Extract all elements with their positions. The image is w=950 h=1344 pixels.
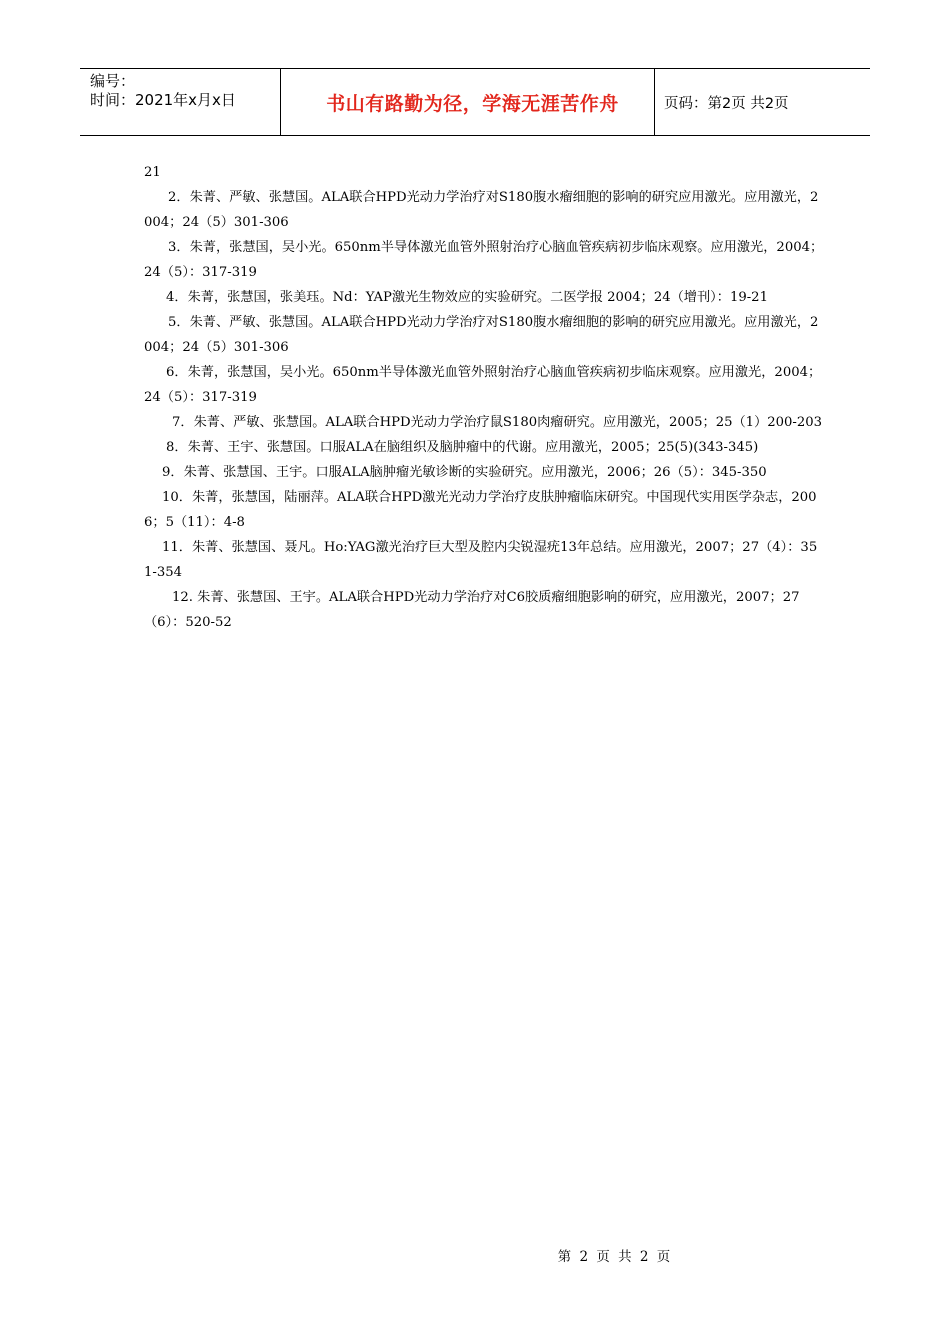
- header-page-info: 页码：第2页 共2页: [664, 95, 789, 112]
- reference-item: 5．朱菁、严敏、张慧国。ALA联合HPD光动力学治疗对S180腹水瘤细胞的影响的研究应用激光。应用激光，2004；24（5）301-306: [144, 315, 819, 355]
- footer-page-number: 第 2 页 共 2 页: [557, 1249, 673, 1265]
- header-motto-cell: [281, 69, 655, 135]
- document-number-label: 编号：: [90, 72, 136, 90]
- reference-item: 6．朱菁，张慧国，吴小光。650nm半导体激光血管外照射治疗心脑血管疾病初步临床观察。应用激光，2004；24（5）：317-319: [144, 365, 822, 405]
- document-time-label: 时间：2021年x月x日: [90, 91, 236, 109]
- reference-item: 12. 朱菁、张慧国、王宇。ALA联合HPD光动力学治疗对C6胶质瘤细胞影响的研究，应用激光，2007；27（6）：520-52: [144, 590, 800, 630]
- header-meta-cell: [80, 69, 281, 135]
- header-motto: 书山有路勤为径，学海无涯苦作舟: [326, 92, 619, 115]
- reference-item: 8．朱菁、王宇、张慧国。口服ALA在脑组织及脑肿瘤中的代谢。应用激光，2005；25(5)(343-345): [166, 440, 759, 455]
- reference-item: 7．朱菁、严敏、张慧国。ALA联合HPD光动力学治疗鼠S180肉瘤研究。应用激光，2005；25（1）200-203: [172, 415, 823, 430]
- page-footer: [0, 1245, 950, 1265]
- reference-item: 11．朱菁、张慧国、聂凡。Ho:YAG激光治疗巨大型及腔内尖锐湿疣13年总结。应用激光，2007；27（4）：351-354: [144, 540, 818, 580]
- page-header: [80, 68, 870, 136]
- header-page-cell: [655, 69, 870, 135]
- reference-item: 21: [144, 165, 161, 180]
- reference-list: [144, 160, 824, 635]
- reference-item: 10．朱菁，张慧国，陆丽萍。ALA联合HPD激光光动力学治疗皮肤肿瘤临床研究。中国现代实用医学杂志，2006；5（11）：4-8: [144, 490, 817, 530]
- reference-item: 9．朱菁、张慧国、王宇。口服ALA脑肿瘤光敏诊断的实验研究。应用激光，2006；26（5）：345-350: [162, 465, 767, 480]
- reference-item: 3．朱菁，张慧国，吴小光。650nm半导体激光血管外照射治疗心脑血管疾病初步临床观察。应用激光，2004；24（5）：317-319: [144, 240, 824, 280]
- reference-item: 2．朱菁、严敏、张慧国。ALA联合HPD光动力学治疗对S180腹水瘤细胞的影响的研究应用激光。应用激光，2004；24（5）301-306: [144, 190, 819, 230]
- reference-item: 4．朱菁，张慧国，张美珏。Nd：YAP激光生物效应的实验研究。二医学报 2004；24（增刊）：19-21: [166, 290, 768, 305]
